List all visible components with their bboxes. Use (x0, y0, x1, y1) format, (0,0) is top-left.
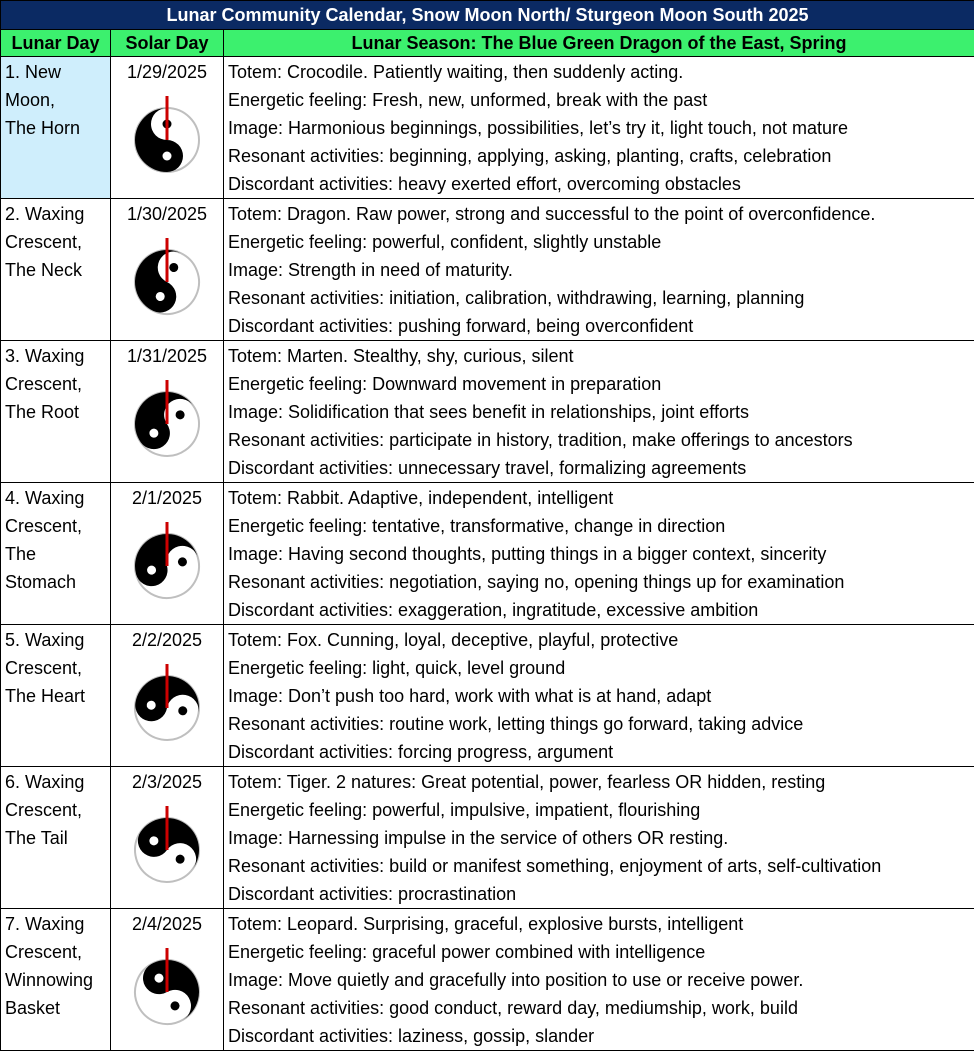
lunar-description-cell (224, 625, 974, 767)
solar-date: 2/3/2025 (111, 767, 223, 796)
discordant-activities-line: Discordant activities: laziness, gossip, slander (228, 1022, 974, 1050)
lunar-day-text: Crescent, (5, 512, 110, 540)
solar-date: 2/2/2025 (111, 625, 223, 654)
yin-yang-moon-phase-icon (131, 802, 203, 886)
yin-yang-moon-phase-icon (131, 518, 203, 602)
table-row (1, 341, 974, 483)
header-solar-day: Solar Day (111, 30, 224, 57)
lunar-day-text: Crescent, (5, 796, 110, 824)
resonant-activities-line: Resonant activities: build or manifest something, enjoyment of arts, self-cultivation (228, 852, 974, 880)
solar-day-cell (111, 199, 224, 341)
lunar-day-text: Crescent, (5, 654, 110, 682)
image-line: Image: Solidification that sees benefit in relationships, joint efforts (228, 398, 974, 426)
lunar-day-text: Crescent, (5, 938, 110, 966)
title-row (1, 1, 974, 30)
discordant-activities-line: Discordant activities: pushing forward, being overconfident (228, 312, 974, 340)
totem-line: Totem: Dragon. Raw power, strong and successful to the point of overconfidence. (228, 200, 974, 228)
lunar-day-text: 1. New (5, 58, 110, 86)
lunar-day-text: The Neck (5, 256, 110, 284)
lunar-day-cell (1, 767, 111, 909)
totem-line: Totem: Crocodile. Patiently waiting, then suddenly acting. (228, 58, 974, 86)
image-line: Image: Having second thoughts, putting things in a bigger context, sincerity (228, 540, 974, 568)
discordant-activities-line: Discordant activities: forcing progress, argument (228, 738, 974, 766)
lunar-day-text: 7. Waxing (5, 910, 110, 938)
table-row (1, 625, 974, 767)
lunar-day-text: The Heart (5, 682, 110, 710)
table-row (1, 767, 974, 909)
resonant-activities-line: Resonant activities: participate in history, tradition, make offerings to ancestors (228, 426, 974, 454)
lunar-day-cell (1, 625, 111, 767)
lunar-day-text: 6. Waxing (5, 768, 110, 796)
lunar-description-cell (224, 57, 974, 199)
energetic-feeling-line: Energetic feeling: graceful power combined with intelligence (228, 938, 974, 966)
totem-line: Totem: Marten. Stealthy, shy, curious, silent (228, 342, 974, 370)
lunar-day-cell (1, 483, 111, 625)
lunar-day-text: Moon, (5, 86, 110, 114)
lunar-day-text: 5. Waxing (5, 626, 110, 654)
lunar-description-cell (224, 483, 974, 625)
resonant-activities-line: Resonant activities: initiation, calibration, withdrawing, learning, planning (228, 284, 974, 312)
energetic-feeling-line: Energetic feeling: Downward movement in preparation (228, 370, 974, 398)
lunar-description-cell (224, 199, 974, 341)
lunar-day-text: The Root (5, 398, 110, 426)
yin-yang-moon-phase-icon (131, 234, 203, 318)
lunar-day-text: Winnowing (5, 966, 110, 994)
solar-date: 1/31/2025 (111, 341, 223, 370)
solar-date: 1/30/2025 (111, 199, 223, 228)
lunar-description-cell (224, 767, 974, 909)
discordant-activities-line: Discordant activities: exaggeration, ingratitude, excessive ambition (228, 596, 974, 624)
lunar-description-cell (224, 909, 974, 1051)
totem-line: Totem: Tiger. 2 natures: Great potential, power, fearless OR hidden, resting (228, 768, 974, 796)
lunar-day-text: The Tail (5, 824, 110, 852)
solar-day-cell (111, 625, 224, 767)
lunar-day-text: 3. Waxing (5, 342, 110, 370)
lunar-day-text: The (5, 540, 110, 568)
yin-yang-moon-phase-icon (131, 944, 203, 1028)
lunar-day-text: Crescent, (5, 228, 110, 256)
lunar-day-text: 4. Waxing (5, 484, 110, 512)
yin-yang-moon-phase-icon (131, 660, 203, 744)
table-row (1, 909, 974, 1051)
solar-day-cell (111, 57, 224, 199)
header-lunar-day: Lunar Day (1, 30, 111, 57)
table-row (1, 199, 974, 341)
image-line: Image: Strength in need of maturity. (228, 256, 974, 284)
solar-date: 2/1/2025 (111, 483, 223, 512)
image-line: Image: Harnessing impulse in the service of others OR resting. (228, 824, 974, 852)
solar-day-cell (111, 341, 224, 483)
energetic-feeling-line: Energetic feeling: light, quick, level ground (228, 654, 974, 682)
lunar-description-cell (224, 341, 974, 483)
lunar-day-text: 2. Waxing (5, 200, 110, 228)
solar-day-cell (111, 767, 224, 909)
header-lunar-season: Lunar Season: The Blue Green Dragon of the East, Spring (224, 30, 974, 57)
yang-dot (163, 152, 172, 161)
header-row (1, 30, 974, 57)
calendar-title: Lunar Community Calendar, Snow Moon North/ Sturgeon Moon South 2025 (1, 1, 974, 30)
lunar-day-cell (1, 199, 111, 341)
table-row (1, 483, 974, 625)
energetic-feeling-line: Energetic feeling: powerful, confident, slightly unstable (228, 228, 974, 256)
image-line: Image: Harmonious beginnings, possibilities, let’s try it, light touch, not mature (228, 114, 974, 142)
resonant-activities-line: Resonant activities: good conduct, reward day, mediumship, work, build (228, 994, 974, 1022)
image-line: Image: Move quietly and gracefully into position to use or receive power. (228, 966, 974, 994)
totem-line: Totem: Fox. Cunning, loyal, deceptive, playful, protective (228, 626, 974, 654)
lunar-day-text: Basket (5, 994, 110, 1022)
resonant-activities-line: Resonant activities: beginning, applying, asking, planting, crafts, celebration (228, 142, 974, 170)
yin-yang-moon-phase-icon (131, 92, 203, 176)
discordant-activities-line: Discordant activities: unnecessary travel, formalizing agreements (228, 454, 974, 482)
discordant-activities-line: Discordant activities: heavy exerted effort, overcoming obstacles (228, 170, 974, 198)
lunar-day-cell (1, 909, 111, 1051)
lunar-day-cell (1, 341, 111, 483)
solar-day-cell (111, 909, 224, 1051)
resonant-activities-line: Resonant activities: negotiation, saying no, opening things up for examination (228, 568, 974, 596)
energetic-feeling-line: Energetic feeling: tentative, transformative, change in direction (228, 512, 974, 540)
solar-date: 2/4/2025 (111, 909, 223, 938)
lunar-day-cell (1, 57, 111, 199)
lunar-day-text: The Horn (5, 114, 110, 142)
solar-day-cell (111, 483, 224, 625)
table-row (1, 57, 974, 199)
solar-date: 1/29/2025 (111, 57, 223, 86)
totem-line: Totem: Rabbit. Adaptive, independent, intelligent (228, 484, 974, 512)
image-line: Image: Don’t push too hard, work with what is at hand, adapt (228, 682, 974, 710)
calendar-body (1, 57, 974, 1051)
totem-line: Totem: Leopard. Surprising, graceful, explosive bursts, intelligent (228, 910, 974, 938)
discordant-activities-line: Discordant activities: procrastination (228, 880, 974, 908)
energetic-feeling-line: Energetic feeling: Fresh, new, unformed, break with the past (228, 86, 974, 114)
lunar-day-text: Crescent, (5, 370, 110, 398)
resonant-activities-line: Resonant activities: routine work, letting things go forward, taking advice (228, 710, 974, 738)
energetic-feeling-line: Energetic feeling: powerful, impulsive, impatient, flourishing (228, 796, 974, 824)
yin-yang-moon-phase-icon (131, 376, 203, 460)
lunar-day-text: Stomach (5, 568, 110, 596)
